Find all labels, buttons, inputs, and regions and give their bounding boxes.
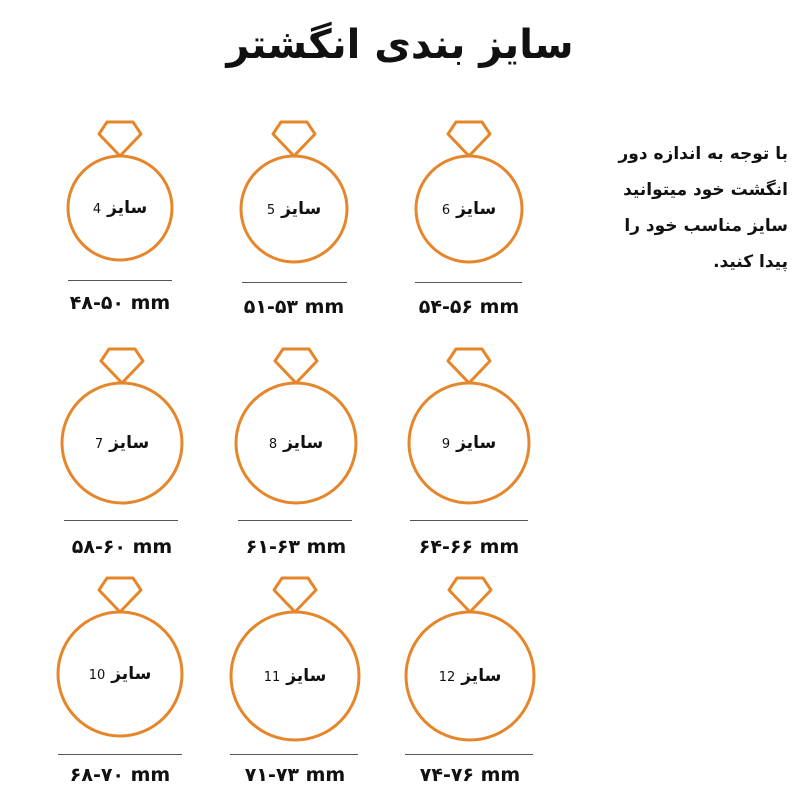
ring-baseline xyxy=(64,520,178,521)
size-range-mm: ۷۴-۷۶ mm xyxy=(419,764,521,786)
ring-size-label xyxy=(231,433,361,455)
ring-size-label xyxy=(226,666,364,688)
size-range-mm: ۷۱-۷۳ mm xyxy=(244,764,346,786)
description-text xyxy=(548,136,788,280)
ring-baseline xyxy=(410,520,528,521)
size-range-mm: ۵۸-۶۰ mm xyxy=(71,536,173,558)
ring-icon xyxy=(226,576,364,744)
description-line: پیدا کنید. xyxy=(713,252,788,272)
description-line: با توجه به اندازه دور xyxy=(618,144,788,164)
ring-icon xyxy=(401,576,539,744)
page-title: سایز بندی انگشتر xyxy=(226,22,574,68)
size-word: سایز xyxy=(286,666,327,686)
ring-size-label xyxy=(401,666,539,688)
size-number: 7 xyxy=(94,437,104,452)
size-word: سایز xyxy=(109,433,150,453)
gem-icon xyxy=(99,578,141,612)
ring-size-4 xyxy=(63,120,177,264)
gem-icon xyxy=(448,349,490,383)
ring-size-9 xyxy=(404,347,534,507)
size-number: 8 xyxy=(268,437,278,452)
gem-icon xyxy=(273,122,315,156)
ring-size-12 xyxy=(401,576,539,744)
ring-icon xyxy=(53,576,187,740)
ring-baseline xyxy=(238,520,352,521)
ring-size-10 xyxy=(53,576,187,740)
gem-icon xyxy=(449,578,491,612)
description-line: انگشت خود میتوانید xyxy=(623,180,788,200)
ring-size-11 xyxy=(226,576,364,744)
size-number: 12 xyxy=(438,670,456,685)
ring-size-8 xyxy=(231,347,361,507)
size-number: 10 xyxy=(88,668,106,683)
gem-icon xyxy=(274,578,316,612)
ring-size-label xyxy=(63,198,177,220)
size-word: سایز xyxy=(281,199,322,219)
size-word: سایز xyxy=(456,433,497,453)
ring-size-label xyxy=(411,199,527,221)
ring-icon xyxy=(63,120,177,264)
size-word: سایز xyxy=(461,666,502,686)
ring-icon xyxy=(411,120,527,266)
ring-size-label xyxy=(404,433,534,455)
size-word: سایز xyxy=(456,199,497,219)
size-number: 6 xyxy=(441,203,451,218)
size-number: 5 xyxy=(266,203,276,218)
size-word: سایز xyxy=(107,198,148,218)
size-range-mm: ۵۴-۵۶ mm xyxy=(418,296,520,318)
size-range-mm: ۶۱-۶۳ mm xyxy=(245,536,347,558)
ring-size-label xyxy=(57,433,187,455)
ring-baseline xyxy=(405,754,533,755)
ring-icon xyxy=(231,347,361,507)
ring-baseline xyxy=(230,754,358,755)
gem-icon xyxy=(448,122,490,156)
ring-size-6 xyxy=(411,120,527,266)
ring-size-label xyxy=(236,199,352,221)
size-range-mm: ۶۴-۶۶ mm xyxy=(418,536,520,558)
ring-size-label xyxy=(53,664,187,686)
ring-icon xyxy=(57,347,187,507)
size-range-mm: ۵۱-۵۳ mm xyxy=(243,296,345,318)
gem-icon xyxy=(99,122,141,156)
size-word: سایز xyxy=(283,433,324,453)
ring-icon xyxy=(236,120,352,266)
ring-baseline xyxy=(415,282,522,283)
size-number: 9 xyxy=(441,437,451,452)
size-range-mm: ۶۸-۷۰ mm xyxy=(69,764,171,786)
ring-size-5 xyxy=(236,120,352,266)
ring-icon xyxy=(404,347,534,507)
ring-size-7 xyxy=(57,347,187,507)
size-number: 4 xyxy=(92,202,102,217)
description-line: سایز مناسب خود را xyxy=(624,216,788,236)
size-range-mm: ۴۸-۵۰ mm xyxy=(69,292,171,314)
ring-baseline xyxy=(68,280,172,281)
ring-baseline xyxy=(242,282,347,283)
size-word: سایز xyxy=(111,664,152,684)
gem-icon xyxy=(101,349,143,383)
gem-icon xyxy=(275,349,317,383)
size-number: 11 xyxy=(263,670,281,685)
ring-baseline xyxy=(58,754,182,755)
